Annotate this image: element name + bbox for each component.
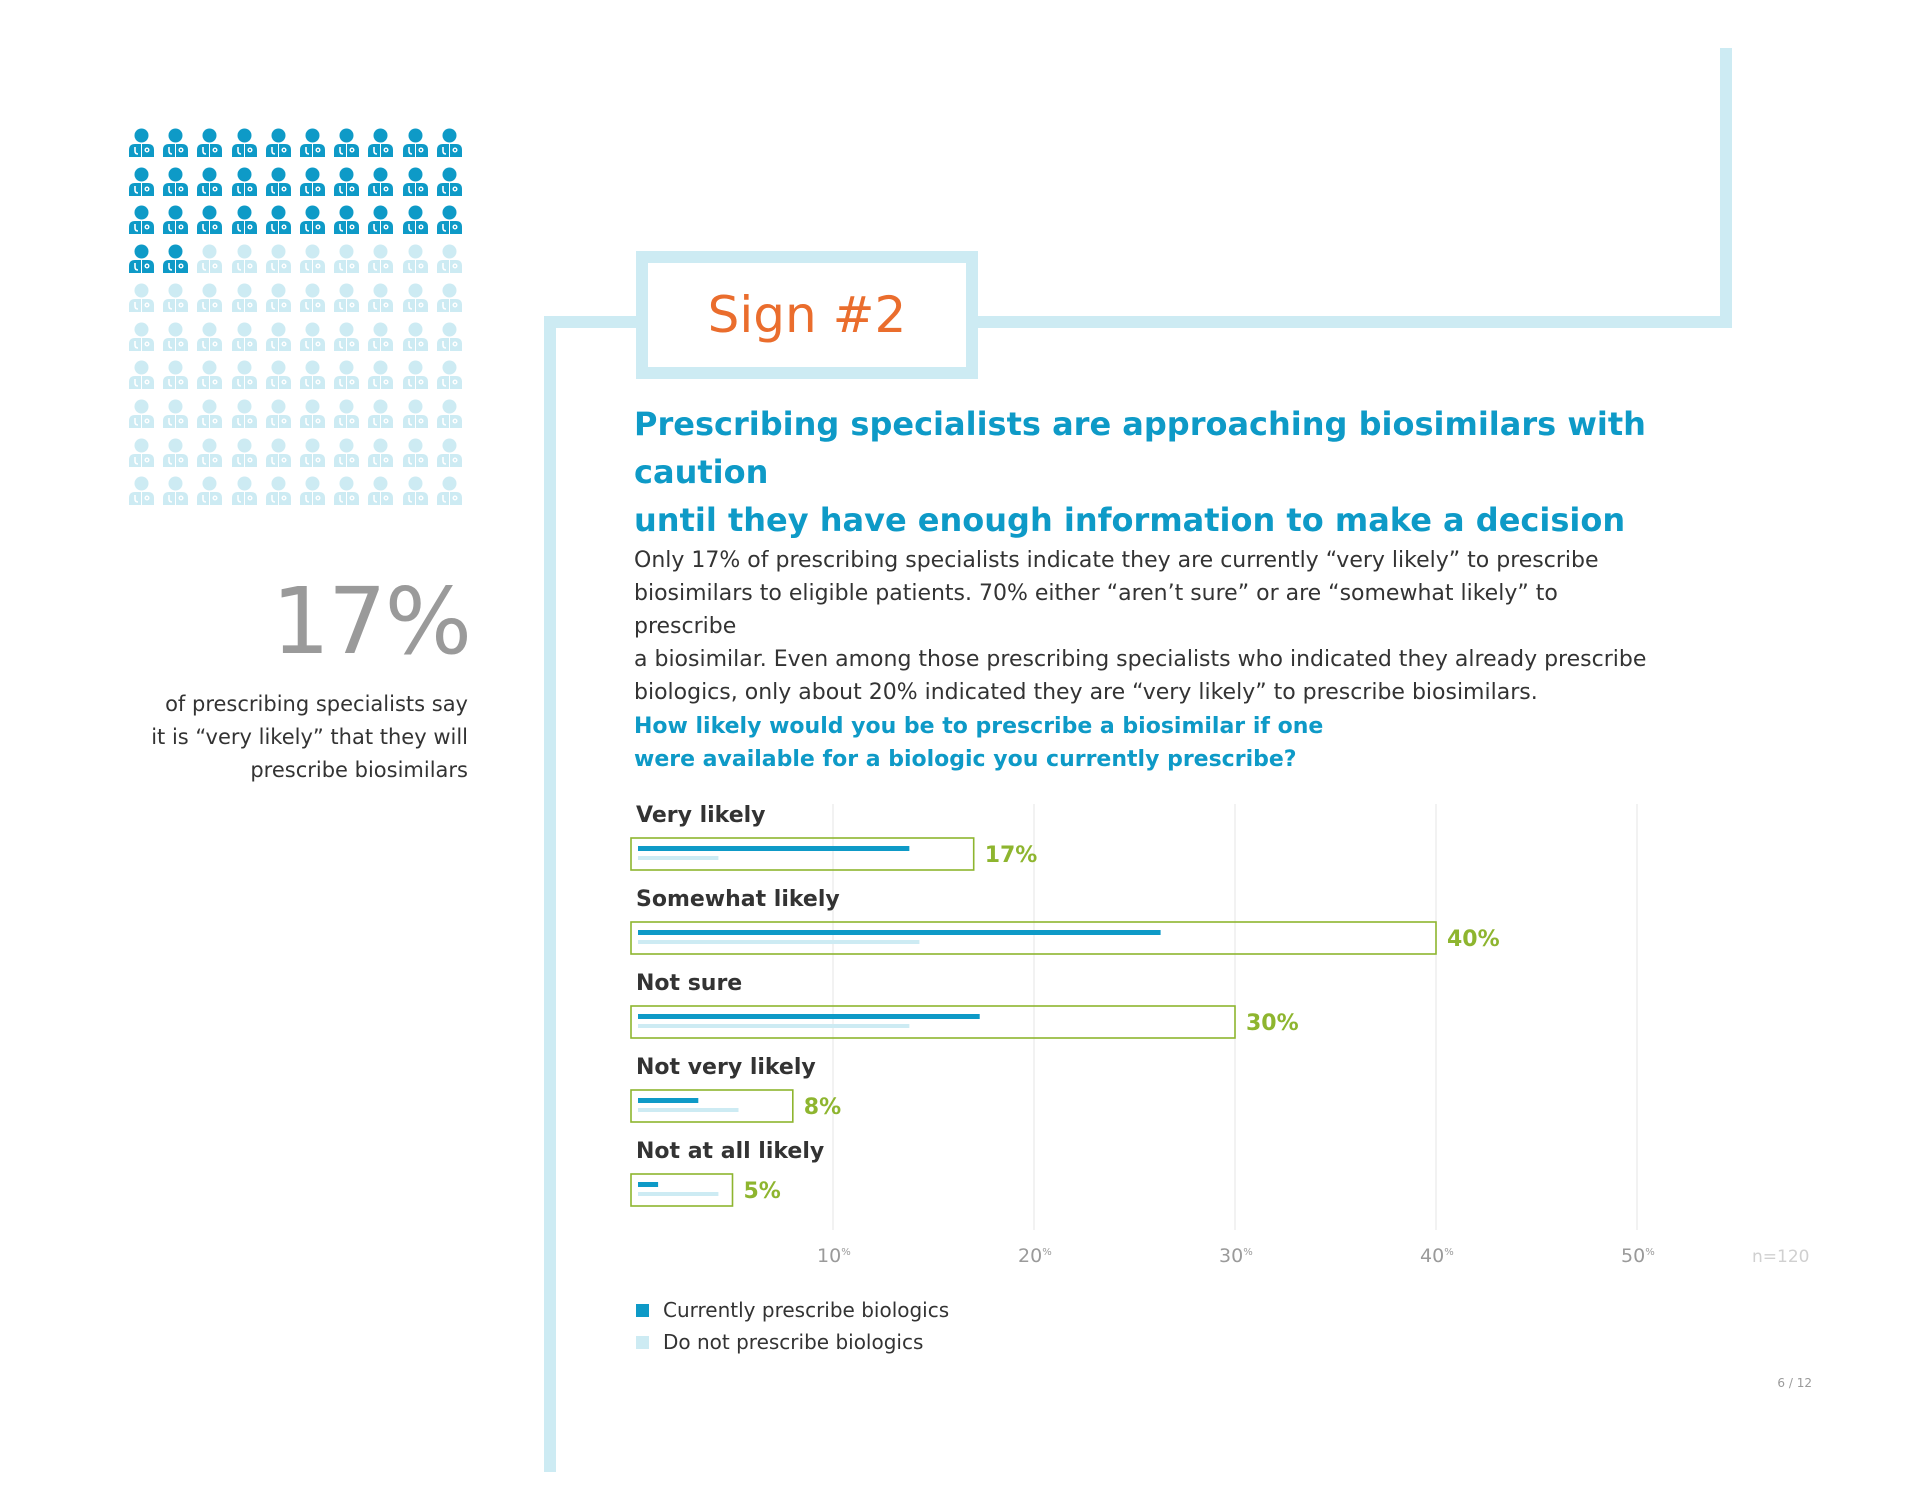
doctor-person-icon xyxy=(265,244,292,274)
doctor-person-icon xyxy=(333,322,360,352)
doctor-person-icon xyxy=(402,438,429,468)
doctor-person-icon xyxy=(196,360,223,390)
doctor-person-icon xyxy=(367,283,394,313)
doctor-person-icon xyxy=(367,167,394,197)
doctor-person-icon xyxy=(402,476,429,506)
doctor-person-icon xyxy=(333,360,360,390)
doctor-person-icon xyxy=(299,399,326,429)
doctor-person-icon xyxy=(162,438,189,468)
data-label: 17% xyxy=(984,843,1038,868)
doctor-person-icon xyxy=(299,167,326,197)
body-paragraph xyxy=(634,544,1654,709)
doctor-person-icon xyxy=(402,244,429,274)
doctor-person-icon xyxy=(196,205,223,235)
bar-current-prescribers xyxy=(638,930,1161,935)
bar-current-prescribers xyxy=(638,1182,658,1187)
doctor-person-icon xyxy=(367,399,394,429)
question-line: How likely would you be to prescribe a biosimilar if one xyxy=(634,714,1324,739)
bar-current-prescribers xyxy=(638,1098,698,1103)
frame-line-top-horizontal xyxy=(954,316,1732,328)
doctor-person-icon xyxy=(436,283,463,313)
tick-unit: % xyxy=(1243,1247,1253,1258)
bar-non-prescribers xyxy=(638,1108,739,1112)
chart-question xyxy=(634,710,1334,776)
doctor-person-icon xyxy=(402,167,429,197)
doctor-person-icon xyxy=(128,128,155,158)
doctor-person-icon xyxy=(333,399,360,429)
doctor-person-icon xyxy=(265,438,292,468)
doctor-person-icon xyxy=(402,360,429,390)
bar-current-prescribers xyxy=(638,846,909,851)
category-label: Very likely xyxy=(636,803,766,828)
stat-caption xyxy=(120,688,468,787)
bar-non-prescribers xyxy=(638,1192,718,1196)
doctor-person-icon xyxy=(128,360,155,390)
doctor-person-icon xyxy=(265,476,292,506)
tick-label xyxy=(1219,1245,1253,1267)
doctor-person-icon xyxy=(196,476,223,506)
doctor-person-icon xyxy=(196,128,223,158)
legend-swatch-current xyxy=(636,1304,649,1317)
frame-line-left-vertical xyxy=(544,316,556,1472)
tick-number: 40 xyxy=(1420,1245,1445,1267)
doctor-person-icon xyxy=(162,283,189,313)
doctor-person-icon xyxy=(299,438,326,468)
doctor-person-icon xyxy=(128,283,155,313)
data-label: 30% xyxy=(1246,1011,1299,1036)
doctor-person-icon xyxy=(333,205,360,235)
doctor-person-icon xyxy=(436,205,463,235)
tick-label xyxy=(1420,1245,1454,1267)
doctor-person-icon xyxy=(436,438,463,468)
category-label: Not at all likely xyxy=(636,1139,825,1164)
doctor-person-icon xyxy=(367,322,394,352)
doctor-person-icon xyxy=(299,283,326,313)
stat-value: 17% xyxy=(271,568,470,675)
doctor-person-icon xyxy=(299,205,326,235)
stat-caption-line: it is “very likely” that they will xyxy=(151,725,468,749)
doctor-person-icon xyxy=(231,128,258,158)
category-label: Not sure xyxy=(636,971,743,996)
data-label: 8% xyxy=(803,1095,842,1120)
doctor-person-icon xyxy=(128,438,155,468)
page-indicator: 6 / 12 xyxy=(1777,1376,1812,1390)
bar-total xyxy=(631,1006,1235,1038)
data-label: 40% xyxy=(1447,927,1500,952)
legend-label-current: Currently prescribe biologics xyxy=(663,1298,950,1322)
tick-number: 20 xyxy=(1018,1245,1043,1267)
doctor-person-icon xyxy=(265,283,292,313)
doctor-person-icon xyxy=(162,322,189,352)
doctor-person-icon xyxy=(436,399,463,429)
bar-non-prescribers xyxy=(638,940,919,944)
tick-number: 50 xyxy=(1621,1245,1646,1267)
doctor-person-icon xyxy=(265,205,292,235)
doctor-person-icon xyxy=(128,167,155,197)
tick-number: 30 xyxy=(1219,1245,1244,1267)
sample-size-note: n=120 xyxy=(1752,1247,1810,1267)
doctor-person-icon xyxy=(196,399,223,429)
legend-item-not-current xyxy=(636,1326,949,1358)
bar-total xyxy=(631,838,974,870)
category-label: Not very likely xyxy=(636,1055,816,1080)
doctor-person-icon xyxy=(367,438,394,468)
stat-caption-line: of prescribing specialists say xyxy=(165,692,468,716)
doctor-person-icon xyxy=(196,283,223,313)
tick-unit: % xyxy=(1042,1247,1052,1258)
tick-label xyxy=(1018,1245,1052,1267)
tick-unit: % xyxy=(841,1247,851,1258)
headline-line: Prescribing specialists are approaching biosimilars with caution xyxy=(634,405,1646,491)
doctor-person-icon xyxy=(436,322,463,352)
doctor-person-icon xyxy=(333,128,360,158)
doctor-person-icon xyxy=(231,205,258,235)
headline-line: until they have enough information to make a decision xyxy=(634,501,1626,539)
legend-swatch-not-current xyxy=(636,1336,649,1349)
doctor-person-icon xyxy=(367,360,394,390)
frame-line-top-vertical xyxy=(1720,48,1732,328)
doctor-person-icon xyxy=(128,205,155,235)
data-label: 5% xyxy=(743,1179,781,1204)
doctor-person-icon xyxy=(231,360,258,390)
doctor-person-icon xyxy=(162,128,189,158)
doctor-person-icon xyxy=(265,128,292,158)
doctor-person-icon xyxy=(231,167,258,197)
doctor-person-icon xyxy=(333,283,360,313)
question-line: were available for a biologic you currently prescribe? xyxy=(634,747,1297,772)
tick-label xyxy=(817,1245,851,1267)
headline xyxy=(634,400,1684,544)
legend-label-not-current: Do not prescribe biologics xyxy=(663,1330,924,1354)
doctor-person-icon xyxy=(367,205,394,235)
body-line: biologics, only about 20% indicated they are “very likely” to prescribe biosimilars. xyxy=(634,680,1538,705)
tick-number: 10 xyxy=(817,1245,842,1267)
doctor-person-icon xyxy=(231,244,258,274)
doctor-person-icon xyxy=(162,205,189,235)
doctor-person-icon xyxy=(436,167,463,197)
bar-total xyxy=(631,1174,733,1206)
doctor-person-icon xyxy=(299,322,326,352)
doctor-person-icon xyxy=(402,205,429,235)
doctor-person-icon xyxy=(402,399,429,429)
doctor-person-icon xyxy=(162,476,189,506)
doctor-person-icon xyxy=(162,244,189,274)
legend-item-current xyxy=(636,1294,949,1326)
doctor-person-icon xyxy=(231,322,258,352)
doctor-person-icon xyxy=(265,399,292,429)
doctor-person-icon xyxy=(231,438,258,468)
doctor-person-icon xyxy=(162,399,189,429)
doctor-person-icon xyxy=(436,360,463,390)
tick-label xyxy=(1621,1245,1655,1267)
doctor-person-icon xyxy=(367,476,394,506)
doctor-person-icon xyxy=(231,476,258,506)
doctor-person-icon xyxy=(231,283,258,313)
doctor-person-icon xyxy=(299,244,326,274)
doctor-person-icon xyxy=(333,244,360,274)
doctor-person-icon xyxy=(128,322,155,352)
doctor-person-icon xyxy=(299,128,326,158)
doctor-person-icon xyxy=(402,322,429,352)
stat-caption-line: prescribe biosimilars xyxy=(250,758,468,782)
sign-box xyxy=(636,251,978,379)
doctor-person-icon xyxy=(128,399,155,429)
chart-legend xyxy=(636,1294,949,1358)
bar-non-prescribers xyxy=(638,856,718,860)
doctor-person-icon xyxy=(162,167,189,197)
doctor-person-icon xyxy=(128,476,155,506)
bar-non-prescribers xyxy=(638,1024,909,1028)
doctor-person-icon xyxy=(402,128,429,158)
doctor-person-icon xyxy=(265,360,292,390)
body-line: Only 17% of prescribing specialists indicate they are currently “very likely” to prescribe xyxy=(634,548,1599,573)
doctor-person-icon xyxy=(333,476,360,506)
doctor-person-icon xyxy=(299,476,326,506)
likelihood-bar-chart xyxy=(600,790,1830,1270)
doctor-person-icon xyxy=(367,128,394,158)
doctor-person-icon xyxy=(436,244,463,274)
doctor-person-icon xyxy=(367,244,394,274)
doctor-person-icon xyxy=(196,167,223,197)
doctor-person-icon xyxy=(436,476,463,506)
doctor-person-icon xyxy=(436,128,463,158)
doctor-person-icon xyxy=(265,167,292,197)
doctor-person-icon xyxy=(231,399,258,429)
doctor-person-icon xyxy=(162,360,189,390)
doctor-person-icon xyxy=(128,244,155,274)
tick-unit: % xyxy=(1645,1247,1655,1258)
doctor-person-icon xyxy=(333,438,360,468)
doctor-person-icon xyxy=(333,167,360,197)
bar-total xyxy=(631,1090,793,1122)
sign-title: Sign #2 xyxy=(707,286,907,344)
doctor-person-icon xyxy=(196,438,223,468)
doctor-person-icon xyxy=(299,360,326,390)
tick-unit: % xyxy=(1444,1247,1454,1258)
body-line: biosimilars to eligible patients. 70% either “aren’t sure” or are “somewhat likely” to prescribe xyxy=(634,581,1558,639)
doctor-person-icon xyxy=(196,322,223,352)
body-line: a biosimilar. Even among those prescribing specialists who indicated they already prescribe xyxy=(634,647,1647,672)
category-label: Somewhat likely xyxy=(636,887,840,912)
bar-current-prescribers xyxy=(638,1014,980,1019)
doctor-person-icon xyxy=(196,244,223,274)
doctor-person-icon xyxy=(265,322,292,352)
frame-line-left-horizontal xyxy=(544,316,636,328)
doctor-person-icon xyxy=(402,283,429,313)
